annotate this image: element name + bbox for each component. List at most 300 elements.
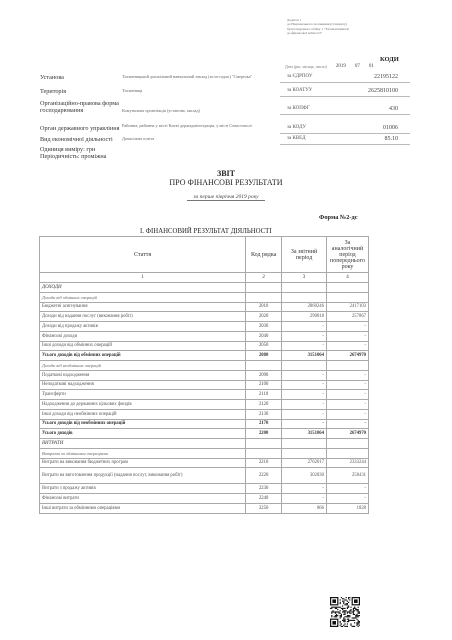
row-code: 2230 (246, 484, 282, 494)
qr-finder-core (332, 621, 336, 625)
qr-module (354, 614, 355, 615)
qr-module (341, 626, 342, 627)
row-code (246, 292, 282, 302)
row-current-value: - (282, 419, 327, 429)
qr-module (341, 623, 342, 624)
qr-module (350, 610, 351, 611)
row-code: 2090 (246, 370, 282, 380)
qr-module (352, 617, 353, 618)
qr-module (344, 614, 345, 615)
qr-module (340, 607, 341, 608)
qr-module (331, 613, 332, 614)
row-code: 2040 (246, 331, 282, 341)
row-code: 2250 (246, 503, 282, 513)
qr-module (359, 622, 360, 623)
qr-module (347, 626, 348, 627)
qr-module (353, 620, 354, 621)
qr-module (335, 607, 336, 608)
qr-module (348, 621, 349, 622)
qr-module (348, 597, 349, 598)
qr-module (335, 616, 336, 617)
qr-module (349, 620, 350, 621)
header-value: Тисмениця (122, 88, 143, 93)
column-number: 3 (282, 273, 327, 283)
date-label: Дата (рік, місяць, число) (285, 64, 327, 69)
report-period (0, 194, 452, 200)
qr-module (340, 610, 341, 611)
qr-module (338, 611, 339, 612)
row-article: Усього доходів від обмінних операцій (40, 351, 246, 361)
qr-module (356, 610, 357, 611)
qr-module (334, 611, 335, 612)
qr-module (344, 620, 345, 621)
code-underline (280, 82, 410, 83)
qr-module (344, 613, 345, 614)
stamp-line: Додаток 1 (287, 18, 302, 22)
qr-module (353, 617, 354, 618)
qr-module (344, 608, 345, 609)
table-row (40, 429, 369, 439)
qr-module (355, 616, 356, 617)
qr-module (349, 615, 350, 616)
qr-module (342, 605, 343, 606)
qr-module (343, 603, 344, 604)
qr-module (358, 620, 359, 621)
qr-module (356, 625, 357, 626)
qr-module (344, 621, 345, 622)
row-prior-value: - (326, 322, 368, 332)
qr-module (347, 619, 348, 620)
column-number-row (40, 273, 369, 283)
qr-module (332, 611, 333, 612)
qr-module (353, 614, 354, 615)
qr-module (343, 611, 344, 612)
qr-module (347, 607, 348, 608)
row-code: 2010 (246, 302, 282, 312)
qr-module (340, 613, 341, 614)
qr-module (352, 611, 353, 612)
column-number: 1 (40, 273, 246, 283)
qr-module (350, 613, 351, 614)
row-article: ВИТРАТИ (40, 439, 246, 449)
qr-module (340, 616, 341, 617)
qr-module (343, 614, 344, 615)
table-row (40, 503, 369, 513)
qr-module (347, 601, 348, 602)
row-code: 2240 (246, 494, 282, 504)
qr-module (359, 625, 360, 626)
qr-module (358, 616, 359, 617)
qr-module (343, 598, 344, 599)
qr-module (346, 626, 347, 627)
qr-module (356, 615, 357, 616)
row-prior-value: - (326, 341, 368, 351)
row-current-value: - (282, 322, 327, 332)
qr-module (344, 626, 345, 627)
qr-module (334, 607, 335, 608)
qr-module (348, 605, 349, 606)
row-prior-value: 2333244 (326, 458, 368, 468)
qr-module (341, 608, 342, 609)
table-body (40, 283, 369, 514)
column-header-current: За звітний період (282, 237, 327, 273)
row-current-value: - (282, 484, 327, 494)
qr-module (340, 617, 341, 618)
financial-results-table (39, 236, 369, 514)
qr-module (350, 620, 351, 621)
row-article: Інші витрати за обмінними операціями (40, 503, 246, 513)
table-row (40, 331, 369, 341)
row-current-value: 866 (282, 503, 327, 513)
qr-module (336, 607, 337, 608)
row-prior-value (326, 283, 368, 293)
row-prior-value: 258431 (326, 468, 368, 484)
row-article: Доходи від необмінних операцій (40, 361, 246, 371)
header-label: Вид економічної діяльності (40, 136, 113, 143)
row-article: Неподаткові надходження (40, 380, 246, 390)
qr-module (336, 608, 337, 609)
section-title: І. ФІНАНСОВИЙ РЕЗУЛЬТАТ ДІЯЛЬНОСТІ (140, 228, 272, 235)
row-prior-value: - (326, 331, 368, 341)
table-row (40, 341, 369, 351)
column-header-prior: За аналогічний період попереднього року (326, 237, 368, 273)
qr-module (331, 615, 332, 616)
qr-module (340, 625, 341, 626)
row-code: 2170 (246, 419, 282, 429)
qr-module (353, 608, 354, 609)
qr-module (331, 607, 332, 608)
qr-module (342, 601, 343, 602)
qr-module (348, 620, 349, 621)
qr-module (358, 621, 359, 622)
report-date-row (285, 64, 374, 69)
table-row (40, 409, 369, 419)
code-label: за КВЕД (287, 136, 306, 141)
row-article: Усього доходів (40, 429, 246, 439)
qr-module (346, 597, 347, 598)
row-article: Бюджетні асигнування (40, 302, 246, 312)
qr-module (331, 608, 332, 609)
qr-module (354, 607, 355, 608)
column-number: 2 (246, 273, 282, 283)
qr-module (343, 602, 344, 603)
qr-module (334, 616, 335, 617)
row-code: 2220 (246, 468, 282, 484)
row-current-value (282, 283, 327, 293)
qr-finder-core (354, 599, 358, 603)
qr-module (349, 613, 350, 614)
header-value: Тисменицький дошкільний навчальний заклад (ясла-садок) "Смерічка" (122, 74, 253, 79)
qr-module (347, 616, 348, 617)
qr-module (358, 622, 359, 623)
qr-module (344, 616, 345, 617)
row-current-value: - (282, 331, 327, 341)
qr-module (335, 615, 336, 616)
row-prior-value: 2674970 (326, 351, 368, 361)
row-code: 2080 (246, 351, 282, 361)
row-current-value: - (282, 494, 327, 504)
qr-module (336, 614, 337, 615)
qr-module (358, 626, 359, 627)
qr-module (350, 609, 351, 610)
row-code (246, 439, 282, 449)
qr-code (330, 597, 360, 627)
qr-module (341, 597, 342, 598)
table-row (40, 484, 369, 494)
row-prior-value: 2674970 (326, 429, 368, 439)
qr-module (356, 622, 357, 623)
qr-module (348, 615, 349, 616)
code-value: 22195122 (374, 74, 398, 80)
row-prior-value (326, 361, 368, 371)
row-current-value: - (282, 400, 327, 410)
header-label: Територія (40, 88, 67, 95)
qr-module (356, 609, 357, 610)
qr-module (353, 611, 354, 612)
row-article: Витрати з продажу активів (40, 484, 246, 494)
qr-module (331, 616, 332, 617)
qr-module (346, 599, 347, 600)
date-day: 01 (368, 64, 374, 69)
qr-module (352, 626, 353, 627)
row-prior-value: - (326, 419, 368, 429)
qr-module (336, 611, 337, 612)
qr-finder-core (332, 599, 336, 603)
header-label: Орган державного управління (40, 125, 120, 132)
qr-module (343, 620, 344, 621)
row-current-value (282, 361, 327, 371)
row-prior-value: 257867 (326, 312, 368, 322)
row-code: 2030 (246, 322, 282, 332)
qr-module (346, 603, 347, 604)
qr-module (356, 623, 357, 624)
row-current-value: 3151064 (282, 429, 327, 439)
qr-module (341, 616, 342, 617)
qr-module (358, 607, 359, 608)
qr-module (336, 615, 337, 616)
row-prior-value (326, 292, 368, 302)
qr-module (359, 611, 360, 612)
qr-module (343, 621, 344, 622)
code-underline (280, 96, 410, 97)
qr-module (344, 623, 345, 624)
code-value: 85.10 (384, 136, 398, 142)
row-article: Податкові надходження (40, 370, 246, 380)
row-prior-value: - (326, 484, 368, 494)
row-current-value: 2762017 (282, 458, 327, 468)
row-article: Усього доходів від необмінних операцій (40, 419, 246, 429)
header-label: Установа (40, 74, 64, 81)
row-current-value (282, 448, 327, 458)
qr-module (331, 611, 332, 612)
qr-module (332, 610, 333, 611)
qr-module (337, 607, 338, 608)
code-label: за КОДУ (287, 125, 307, 130)
header-value: Комунальна організація (установа, заклад) (122, 108, 200, 113)
row-article: Інші доходи від необмінних операцій (40, 409, 246, 419)
code-underline (280, 133, 410, 134)
qr-module (340, 603, 341, 604)
qr-module (342, 626, 343, 627)
qr-module (335, 608, 336, 609)
row-article: ДОХОДИ (40, 283, 246, 293)
qr-module (356, 614, 357, 615)
qr-module (337, 611, 338, 612)
qr-module (350, 623, 351, 624)
table-row (40, 448, 369, 458)
qr-module (355, 617, 356, 618)
row-article: Витрати на виконання бюджетних програм (40, 458, 246, 468)
row-article: Інші доходи від обмінних операцій (40, 341, 246, 351)
qr-module (342, 608, 343, 609)
row-article: Доходи від надання послуг (виконання робіт) (40, 312, 246, 322)
qr-module (340, 622, 341, 623)
code-value: 2625810100 (368, 88, 398, 94)
table-row (40, 419, 369, 429)
qr-module (343, 601, 344, 602)
qr-module (355, 609, 356, 610)
qr-module (358, 615, 359, 616)
qr-module (358, 610, 359, 611)
row-prior-value (326, 439, 368, 449)
row-prior-value: - (326, 390, 368, 400)
qr-module (349, 611, 350, 612)
qr-module (353, 613, 354, 614)
qr-module (349, 610, 350, 611)
unit-line: Одиниця виміру: грн (40, 146, 96, 153)
qr-module (341, 614, 342, 615)
table-row (40, 370, 369, 380)
qr-module (347, 621, 348, 622)
qr-module (359, 613, 360, 614)
qr-module (347, 603, 348, 604)
row-prior-value: - (326, 370, 368, 380)
qr-module (340, 602, 341, 603)
row-current-value: - (282, 409, 327, 419)
row-current-value: - (282, 370, 327, 380)
row-code: 2050 (246, 341, 282, 351)
qr-module (330, 608, 331, 609)
qr-module (347, 608, 348, 609)
qr-module (348, 602, 349, 603)
qr-module (344, 604, 345, 605)
table-row (40, 322, 369, 332)
qr-module (348, 611, 349, 612)
qr-module (356, 619, 357, 620)
qr-module (343, 619, 344, 620)
qr-module (353, 610, 354, 611)
codes-heading: КОДИ (380, 56, 399, 63)
qr-module (348, 619, 349, 620)
row-prior-value: - (326, 494, 368, 504)
qr-module (343, 608, 344, 609)
table-row (40, 312, 369, 322)
qr-module (358, 623, 359, 624)
header-value: Дошкільна освіта (122, 136, 155, 141)
row-prior-value: - (326, 409, 368, 419)
qr-module (338, 607, 339, 608)
row-article: Трансферти (40, 390, 246, 400)
row-current-value: 290818 (282, 312, 327, 322)
column-number: 4 (326, 273, 368, 283)
row-current-value: 3151064 (282, 351, 327, 361)
row-article: Витрати за обмінними операціями (40, 448, 246, 458)
table-row (40, 302, 369, 312)
row-code: 2130 (246, 409, 282, 419)
table-row (40, 494, 369, 504)
code-label: за КОПФГ (287, 106, 310, 111)
qr-module (335, 611, 336, 612)
qr-module (340, 621, 341, 622)
qr-module (338, 613, 339, 614)
code-label: за КОАТУУ (287, 88, 313, 93)
table-row (40, 439, 369, 449)
table-row (40, 458, 369, 468)
header-value: Районна, районна у місті Києві держадміністрація, у місті Севастополі (122, 123, 252, 128)
qr-module (354, 622, 355, 623)
qr-module (358, 613, 359, 614)
qr-module (342, 620, 343, 621)
row-prior-value: - (326, 400, 368, 410)
qr-module (348, 598, 349, 599)
qr-module (349, 616, 350, 617)
qr-module (347, 611, 348, 612)
column-header-article: Стаття (40, 237, 246, 273)
qr-module (343, 625, 344, 626)
row-article: Фінансові доходи (40, 331, 246, 341)
row-current-value: - (282, 341, 327, 351)
qr-module (336, 616, 337, 617)
row-prior-value: - (326, 380, 368, 390)
row-current-value (282, 439, 327, 449)
code-value: 01006 (383, 125, 398, 131)
qr-module (344, 610, 345, 611)
table-row (40, 351, 369, 361)
row-article: Доходи від обмінних операцій (40, 292, 246, 302)
form-number: Форма №2-дс (319, 214, 358, 221)
qr-module (359, 621, 360, 622)
table-row (40, 380, 369, 390)
qr-module (340, 615, 341, 616)
date-year: 2019 (335, 64, 346, 69)
row-code (246, 448, 282, 458)
code-underline (280, 114, 410, 115)
qr-module (348, 616, 349, 617)
row-current-value: 2860246 (282, 302, 327, 312)
qr-module (335, 613, 336, 614)
qr-module (358, 611, 359, 612)
row-code: 2110 (246, 390, 282, 400)
row-code (246, 361, 282, 371)
qr-module (347, 615, 348, 616)
row-prior-value (326, 448, 368, 458)
qr-module (344, 599, 345, 600)
qr-module (349, 597, 350, 598)
row-code: 2200 (246, 429, 282, 439)
qr-module (347, 623, 348, 624)
qr-module (346, 610, 347, 611)
code-label: за ЄДРПОУ (287, 74, 313, 79)
qr-module (350, 625, 351, 626)
qr-module (342, 609, 343, 610)
qr-module (354, 610, 355, 611)
stamp-line: до фінансової звітності" (287, 31, 323, 36)
qr-module (346, 616, 347, 617)
row-article: Доходи від продажу активів (40, 322, 246, 332)
qr-module (354, 608, 355, 609)
qr-module (346, 604, 347, 605)
table-row (40, 283, 369, 293)
